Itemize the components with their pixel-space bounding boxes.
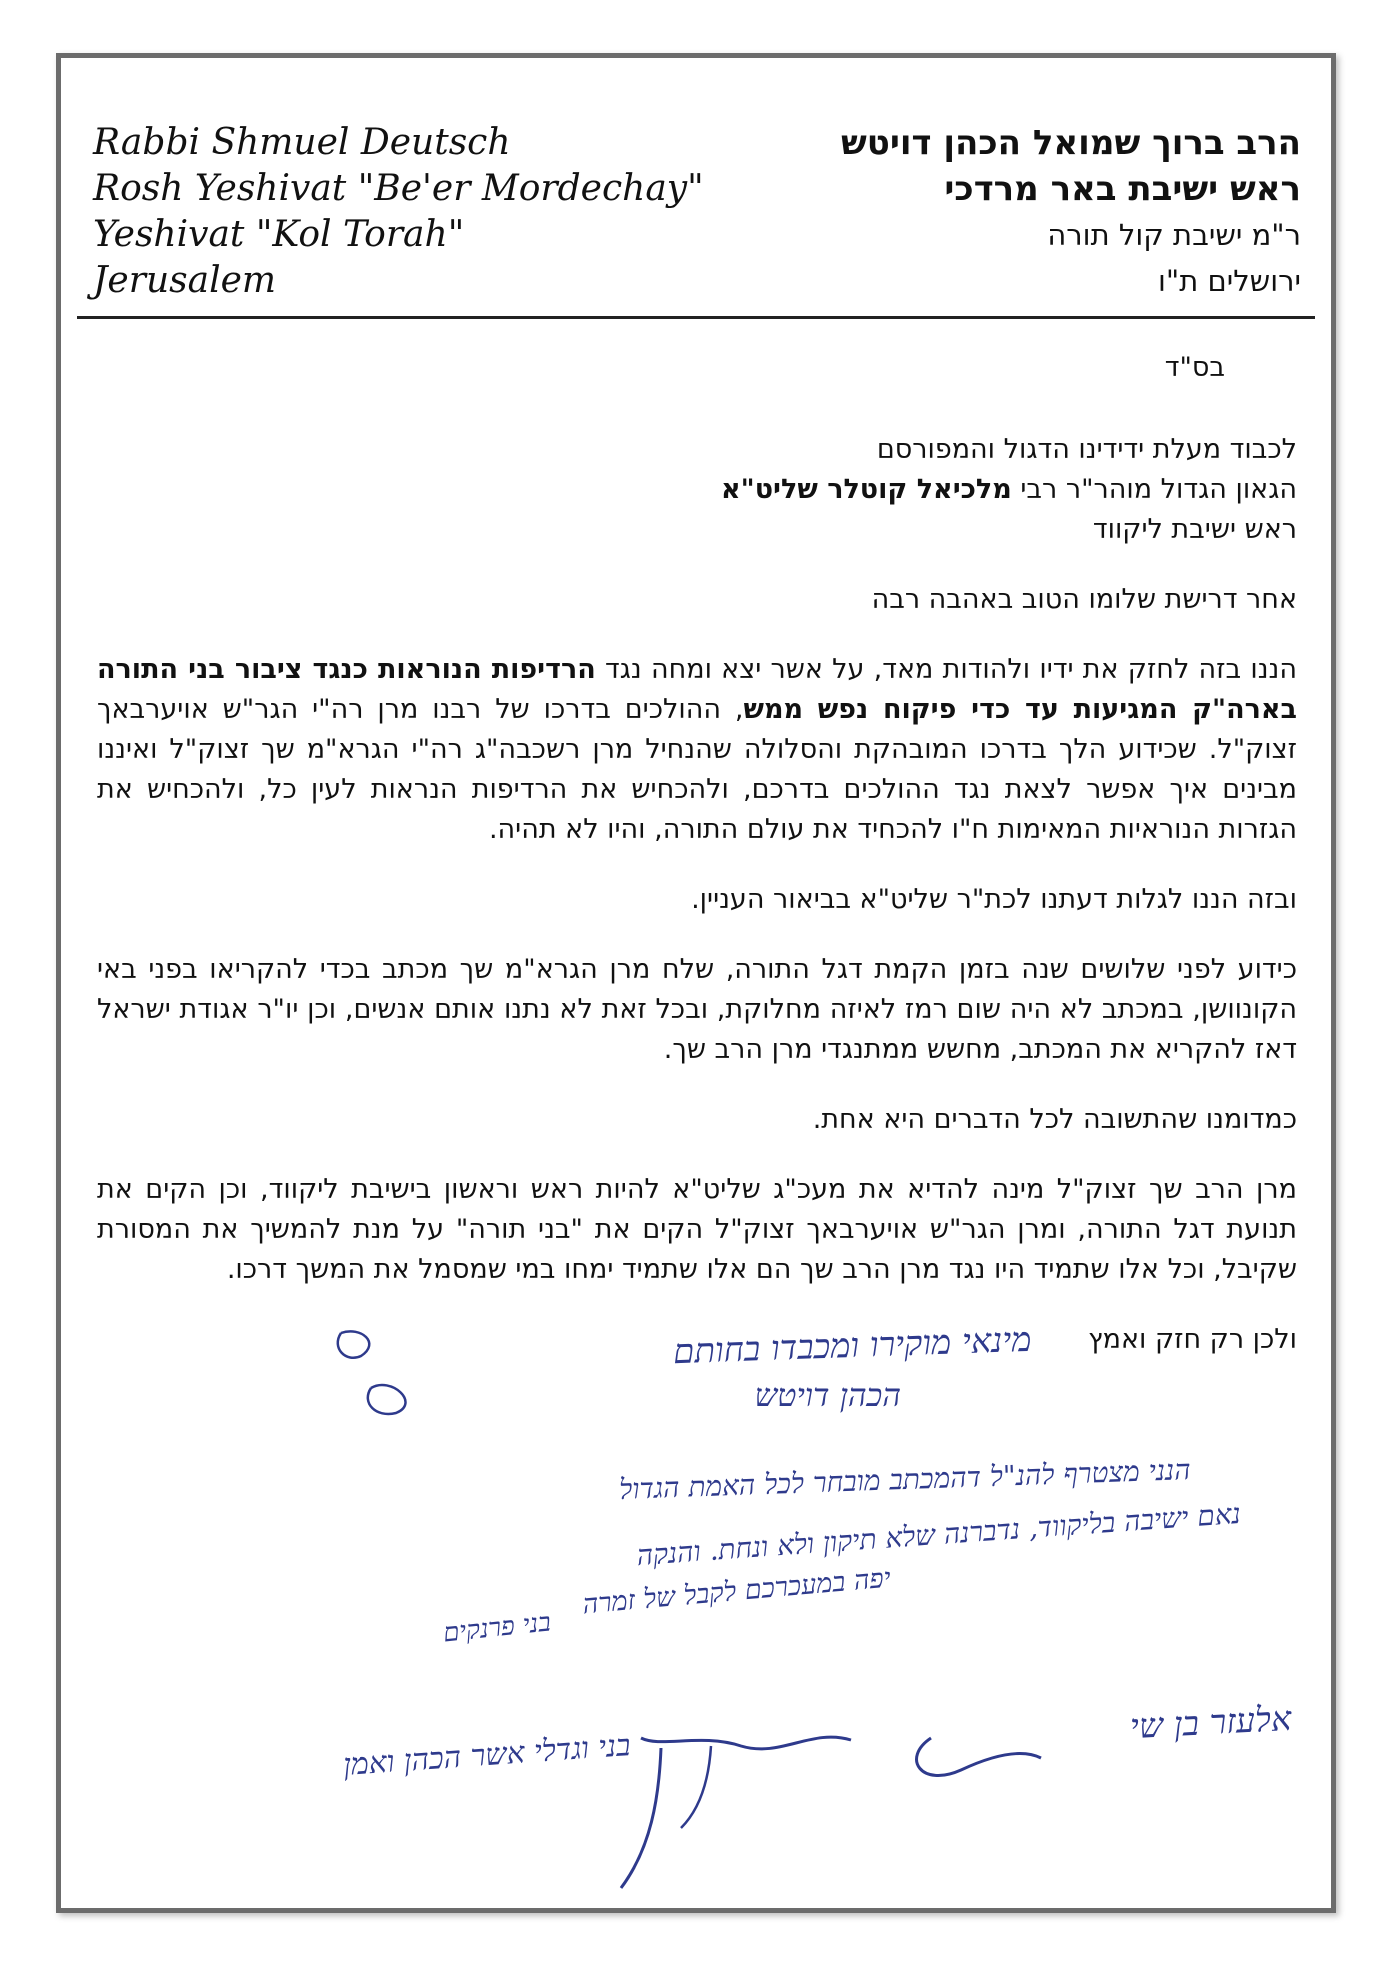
handwritten-note-line-2: נאם ישיבה בליקווד, נדברנה שלא תיקון ולא ונחת. והנקה: [635, 1496, 1242, 1573]
paragraph-1-bold: הרדיפות הנוראות כנגד ציבור בני התורה בארה"ק המגיעות עד כדי פיקוח נפש ממש: [97, 654, 1297, 725]
hebrew-city: ירושלים ת"ו: [1157, 264, 1301, 298]
closing-line: ולכן רק חזק ואמץ: [1088, 1324, 1297, 1355]
addressee-name: מלכיאל קוטלר שליט"א: [721, 474, 1012, 505]
bsd-mark: בס"ד: [1164, 352, 1225, 383]
paragraph-5: מרן הרב שך זצוק"ל מינה להדיא את מעכ"ג שליט"א להיות ראש וראשון בישיבת ליקווד, וכן הקים את תנועת דגל התורה, ומרן הגר"ש אויערבאך זצוק"ל הקים את "בני תורה" על מנת להמשיך את המסורת שקיבל, וכל אלו שתמיד היו נגד מרן הרב שך הם אלו שתמיד ימחו במי שמסמל את המשך דרכו.: [97, 1174, 1297, 1285]
handwritten-signature-1-line-2: הכהן דויטש: [754, 1376, 901, 1414]
greeting: אחר דרישת שלומו הטוב באהבה רבה: [871, 584, 1297, 615]
paragraph-1-a: הננו בזה לחזק את ידיו ולהודות מאד, על אשר יצא ומחה נגד: [595, 654, 1297, 685]
hebrew-name: הרב ברוך שמואל הכהן דויטש: [841, 123, 1301, 163]
address-line-3: ראש ישיבת ליקווד: [1092, 514, 1297, 545]
paragraph-4: כמדומנו שהתשובה לכל הדברים היא אחת.: [812, 1104, 1297, 1135]
address-honorific: הגאון הגדול מוהר"ר רבי: [1011, 474, 1297, 505]
english-title-1: Rosh Yeshivat "Be'er Mordechay": [93, 168, 704, 209]
signature-flourishes: [61, 58, 1331, 1908]
paragraph-3: כידוע לפני שלושים שנה בזמן הקמת דגל התורה, שלח מרן הגרא"מ שך מכתב בכדי להקריאו בפני באי הקונוושן, במכתב לא היה שום רמז לאיזה מחלוקת, ובכל זאת לא נתנו אותם אנשים, וכן יו"ר אגודת ישראל דאז להקריא את המכתב, מחשש ממתנגדי מרן הרב שך.: [97, 954, 1297, 1065]
letter-frame: [56, 53, 1336, 1913]
handwritten-signature-2: אלעזר בן שי: [1128, 1698, 1292, 1748]
handwritten-note-line-4: בני פרנקים: [441, 1607, 553, 1649]
english-name: Rabbi Shmuel Deutsch: [93, 122, 511, 163]
paragraph-2: ובזה הננו לגלות דעתנו לכת"ר שליט"א בביאור העניין.: [691, 884, 1297, 915]
handwritten-signature-1-line-1: מינאי מוקירו ומכבדו בחותם: [671, 1319, 1032, 1373]
hebrew-title-2: ר"מ ישיבת קול תורה: [1047, 218, 1301, 252]
address-line-1: לכבוד מעלת ידידינו הדגול והמפורסם: [876, 434, 1297, 465]
handwritten-note-line-3: יפה במעכרכם לקבל של זמרה: [580, 1562, 892, 1621]
handwritten-signature-3: בני וגדלי אשר הכהן ואמן: [342, 1728, 632, 1783]
english-city: Jerusalem: [93, 260, 277, 301]
handwritten-note-line-1: הנני מצטרף להנ"ל דהמכתב מובחר לכל האמת הגדול: [618, 1453, 1192, 1506]
english-title-2: Yeshivat "Kol Torah": [93, 214, 465, 255]
paragraph-1-b: , ההולכים בדרכו של רבנו מרן רה"י הגר"ש אויערבאך זצוק"ל. שכידוע הלך בדרכו המובהקת והסלולה שהנחיל מרן רשכבה"ג רה"י הגרא"מ שך זצוק"ל ואיננו מבינים איך אפשר לצאת נגד ההולכים בדרכם, ולהכחיש את הרדיפות הנראות לעין כל, ולהכחיש את הגזרות הנוראיות המאימות ח"ו להכחיד את עולם התורה, והיו לא תהיה.: [97, 694, 1297, 845]
hebrew-title-1: ראש ישיבת באר מרדכי: [944, 169, 1301, 209]
